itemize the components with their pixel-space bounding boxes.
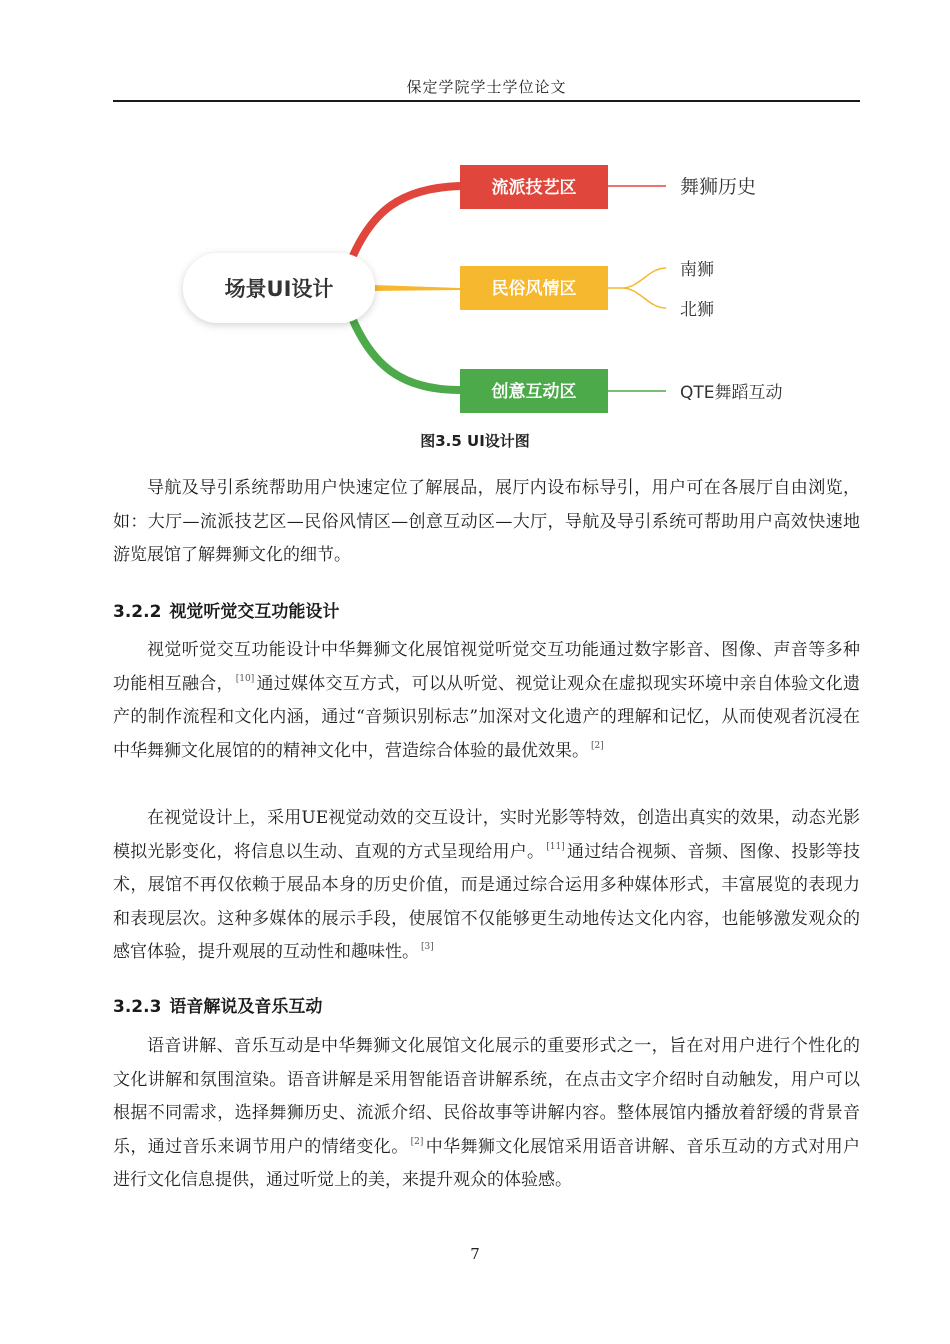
section-number: 3.2.3 bbox=[113, 997, 162, 1017]
citation-ref[interactable]: [2] bbox=[591, 740, 604, 751]
center-node-label: 场景UI设计 bbox=[224, 277, 334, 301]
citation-ref[interactable]: [2] bbox=[410, 1136, 424, 1147]
section-title: 视觉听觉交互功能设计 bbox=[169, 602, 340, 622]
section-title: 语音解说及音乐互动 bbox=[169, 997, 323, 1017]
page-number: 7 bbox=[470, 1245, 480, 1263]
branch-label-chuangyi: 创意互动区 bbox=[491, 382, 577, 402]
leaf-north-lion: 北狮 bbox=[680, 300, 714, 320]
section-number: 3.2.2 bbox=[113, 602, 162, 622]
ui-design-mindmap bbox=[0, 150, 950, 420]
paragraph-voice-music: 语音讲解、音乐互动是中华舞狮文化展馆文化展示的重要形式之一，旨在对用户进行个性化的文化讲解和氛围渲染。语音讲解是采用智能语音讲解系统，在点击文字介绍时自动触发，用户可以根据不同需求，选择舞狮历史、流派介绍、民俗故事等讲解内容。整体展馆内播放着舒缓的背景音乐，通过音乐来调节用户的情绪变化。 [2] 中华舞狮文化展馆采用语音讲解、音乐互动的方式对用户进行文化信息提供，通过听觉上的美，来提升观众的体验感。 bbox=[113, 1036, 860, 1190]
leaf-dance-history: 舞狮历史 bbox=[680, 176, 757, 198]
branch-label-minsu: 民俗风情区 bbox=[491, 279, 577, 299]
section-heading-3-2-3 bbox=[113, 992, 322, 1017]
figure-caption: 图3.5 UI设计图 bbox=[420, 432, 530, 450]
paragraph-visual-design: 在视觉设计上，采用UE视觉动效的交互设计，实时光影等特效，创造出真实的效果，动态光影模拟光影变化，将信息以生动、直观的方式呈现给用户。 [11] 通过结合视频、音频、图像、投影等技术，展馆不再仅依赖于展品本身的历史价值，而是通过综合运用多种媒体形式，丰富展览的表现力和表现层次。这种多媒体的展示手段，使展馆不仅能够更生动地传达文化内容，也能够激发观众的感官体验，提升观展的互动性和趣味性。 [3] bbox=[113, 808, 861, 962]
citation-ref[interactable]: [10] bbox=[235, 673, 255, 684]
leaf-qte-dance: QTE舞蹈互动 bbox=[680, 383, 783, 403]
header-rule bbox=[113, 100, 860, 102]
running-header: 保定学院学士学位论文 bbox=[406, 78, 567, 96]
leaf-fork-minsu bbox=[608, 268, 666, 308]
leaf-south-lion: 南狮 bbox=[680, 260, 714, 280]
branch-connector-middle bbox=[372, 285, 460, 291]
section-heading-3-2-2 bbox=[113, 597, 339, 622]
paragraph-audiovisual: 视觉听觉交互功能设计中华舞狮文化展馆视觉听觉交互功能通过数字影音、图像、声音等多种功能相互融合， [10] 通过媒体交互方式，可以从听觉、视觉让观众在虚拟现实环境中亲自体验文化遗产的制作流程和文化内涵，通过“音频识别标志”加深对文化遗产的理解和记忆，从而使观者沉浸在中华舞狮文化展馆的的精神文化中，营造综合体验的最优效果。 [2] bbox=[113, 640, 861, 761]
branch-connector-top bbox=[352, 186, 460, 258]
branch-connector-bottom bbox=[352, 318, 460, 390]
citation-ref[interactable]: [11] bbox=[546, 841, 565, 852]
citation-ref[interactable]: [3] bbox=[421, 942, 434, 952]
paragraph-navigation: 导航及导引系统帮助用户快速定位了解展品，展厅内设布标导引，用户可在各展厅自由浏览，如：大厅—流派技艺区—民俗风情区—创意互动区—大厅，导航及导引系统可帮助用户高效快速地游览展馆了解舞狮文化的细节。 bbox=[113, 478, 860, 565]
branch-label-liupai: 流派技艺区 bbox=[491, 178, 577, 198]
